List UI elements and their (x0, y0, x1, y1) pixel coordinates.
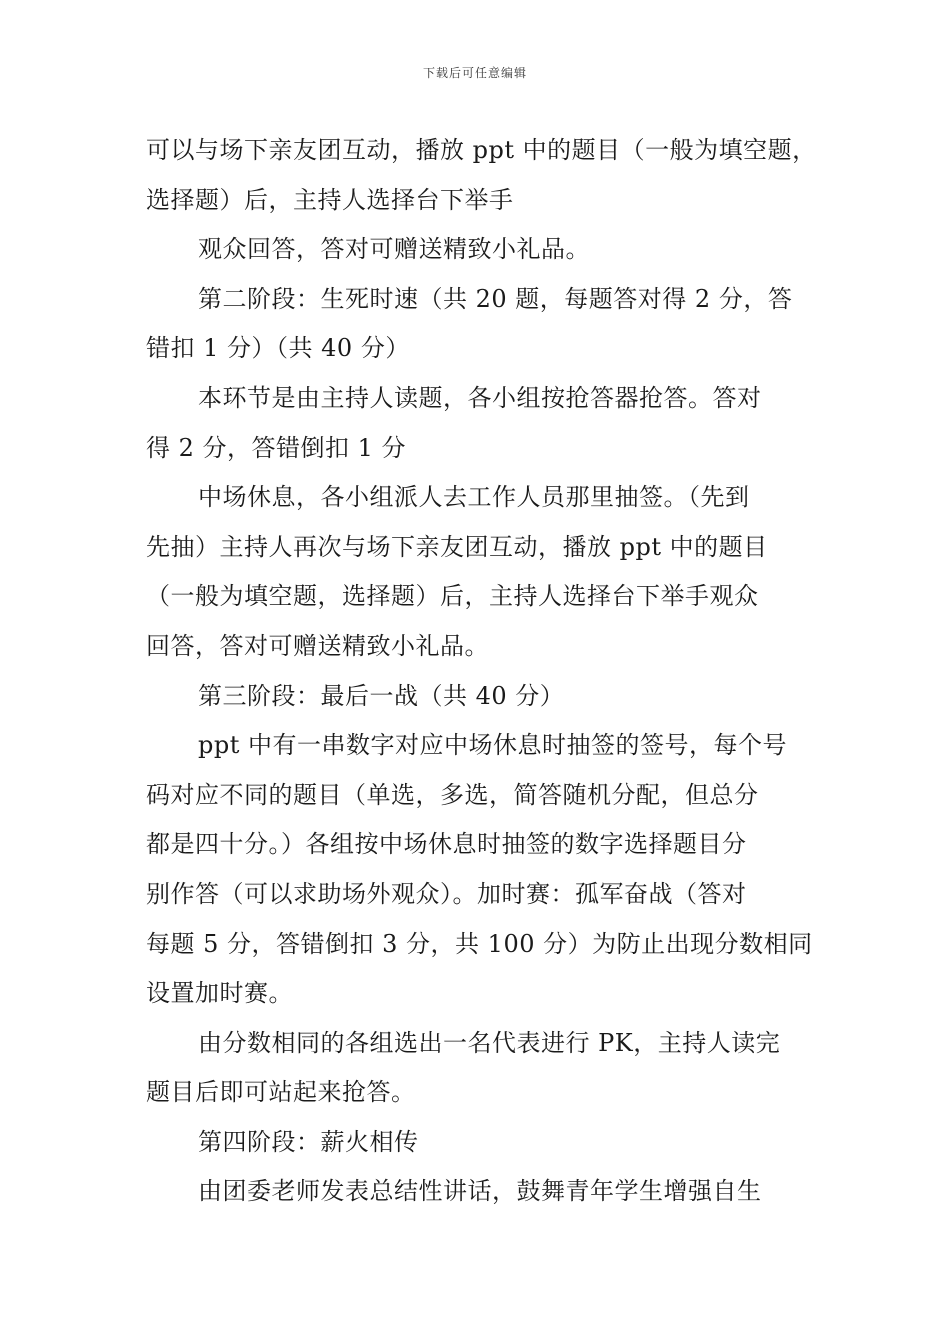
page-header: 下载后可任意编辑 (422, 66, 527, 80)
text-line: 每题 5 分，答错倒扣 3 分，共 100 分）为防止出现分数相同 (146, 929, 813, 958)
text-line: 可以与场下亲友团互动，播放 ppt 中的题目（一般为填空题， (146, 136, 817, 164)
text-line: 第二阶段：生死时速（共 20 题，每题答对得 2 分，答 (198, 284, 793, 313)
text-line: 第三阶段：最后一战（共 40 分） (198, 681, 565, 710)
text-line: 第四阶段：薪火相传 (198, 1127, 419, 1156)
text-line: 中场休息，各小组派人去工作人员那里抽签。（先到 (198, 483, 750, 512)
text-line: 得 2 分，答错倒扣 1 分 (146, 433, 407, 462)
text-line: 观众回答，答对可赠送精致小礼品。 (198, 235, 590, 264)
text-line: 码对应不同的题目（单选，多选，简答随机分配，但总分 (146, 780, 759, 809)
text-line: 题目后即可站起来抢答。 (146, 1078, 416, 1107)
text-line: 选择题）后，主持人选择台下举手 (146, 185, 514, 214)
text-line: 先抽）主持人再次与场下亲友团互动，播放 ppt 中的题目 (146, 532, 768, 561)
text-line: 由分数相同的各组选出一名代表进行 PK，主持人读完 (198, 1028, 781, 1057)
text-line: 错扣 1 分）（共 40 分） (146, 334, 410, 363)
text-line: 都是四十分。）各组按中场休息时抽签的数字选择题目分 (146, 830, 747, 859)
text-line: ppt 中有一串数字对应中场休息时抽签的签号，每个号 (198, 731, 787, 760)
text-line: （一般为填空题，选择题）后，主持人选择台下举手观众 (146, 582, 759, 611)
text-line: 别作答（可以求助场外观众）。加时赛：孤军奋战（答对 (146, 879, 747, 908)
text-line: 由团委老师发表总结性讲话，鼓舞青年学生增强自生 (198, 1177, 762, 1206)
text-line: 本环节是由主持人读题，各小组按抢答器抢答。答对 (198, 383, 762, 412)
text-line: 设置加时赛。 (146, 979, 293, 1008)
text-line: 回答，答对可赠送精致小礼品。 (146, 631, 489, 660)
document-body (146, 126, 817, 1217)
